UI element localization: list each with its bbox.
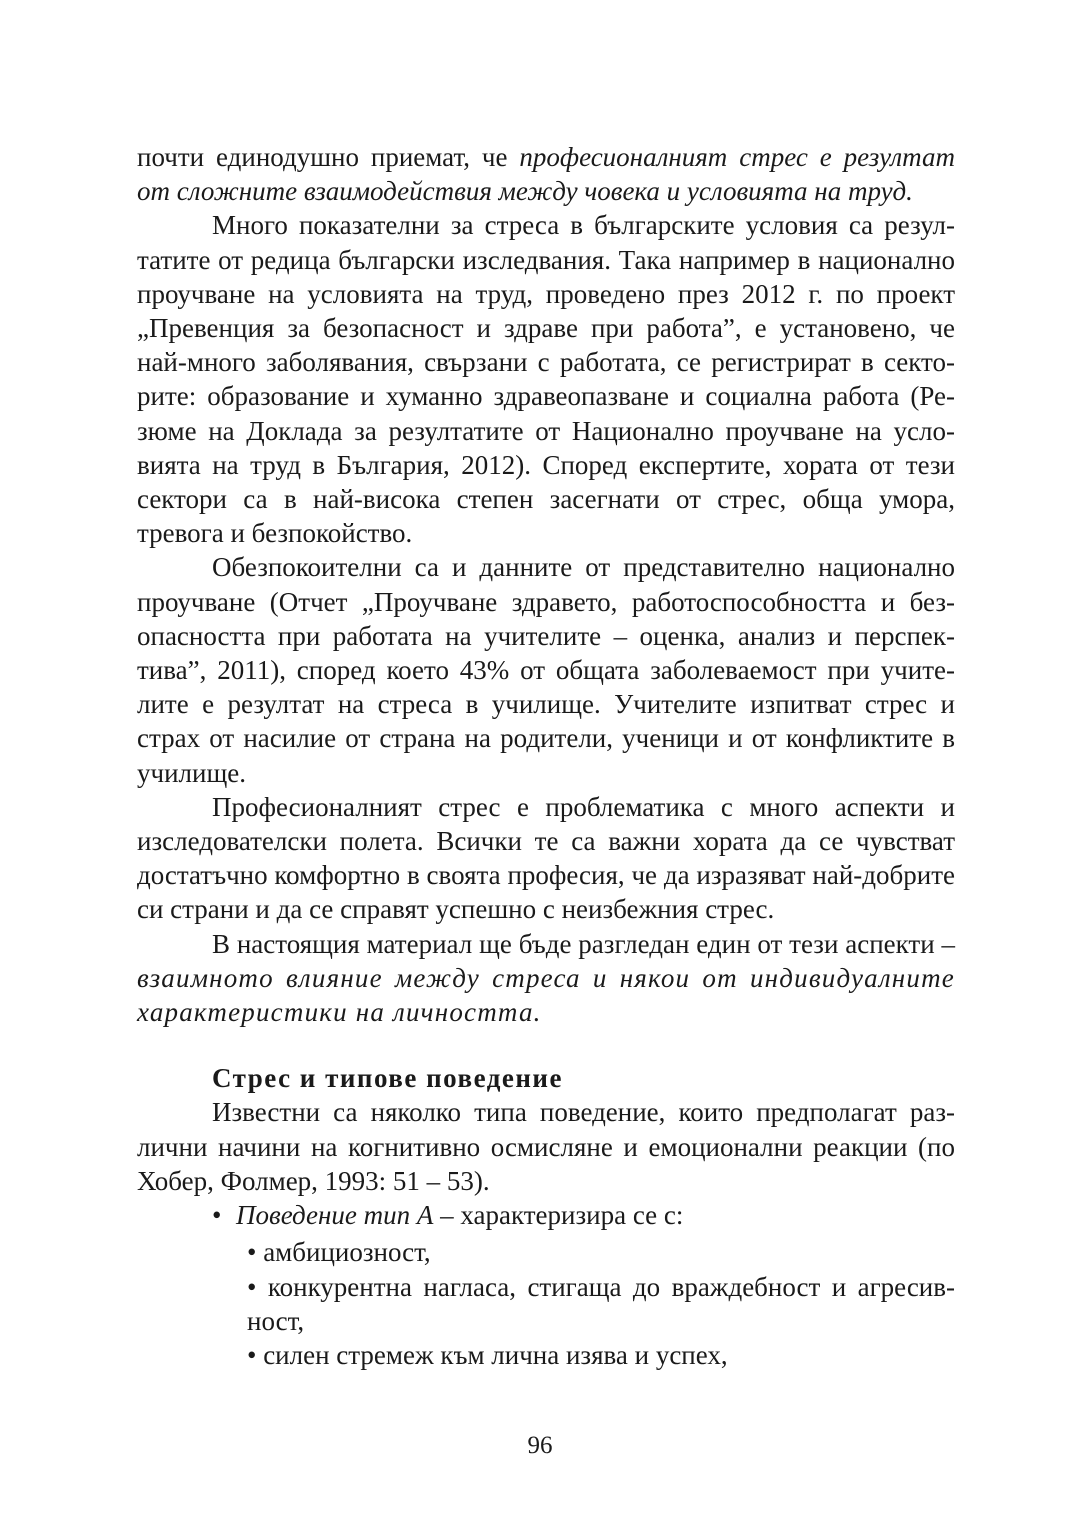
sublist-item-text: амбициозност,: [263, 1237, 431, 1268]
page-number: 96: [527, 1432, 553, 1459]
section-intro: Известни са няколко типа поведение, които предполагат различни начини на когнитивно осмисляне и емоционални реакции (по Хобер, Фолмер, 1993: 51 – 53).: [137, 1097, 955, 1196]
paragraph-intro: [137, 140, 955, 208]
sublist-item-text: конкурентна нагласа, стигаща до враждебност и агресивност,: [247, 1271, 956, 1336]
page-body: [137, 140, 955, 1372]
paragraph-present-text: В настоящия материал ще бъде разгледан един от тези аспекти –: [212, 928, 955, 959]
type-a-description: – характеризира се с:: [433, 1200, 684, 1231]
paragraph-teachers-survey: Обезпокоителни са и данните от представително национално проучване (Отчет „Проучване здравето, работоспособността и безопасността при работата на учителите – оценка, анализ и перспектива”, 2011), според което 43% от общата заболеваемост при учителите е резултат на стреса в училище. Учителите изпитват стрес и страх от насилие от страна на родители, ученици и от конфликтите в училище.: [137, 552, 955, 788]
section-heading: Стрес и типове поведение: [212, 1063, 563, 1094]
sublist: [247, 1235, 955, 1372]
sublist-item: [247, 1235, 955, 1269]
paragraph-intro-text: почти единодушно приемат, че: [137, 142, 520, 172]
bullet-icon: •: [247, 1271, 257, 1302]
paragraph-national-survey: Много показателни за стреса в българските условия са резултатите от редица български изследвания. Така например в национално проучване на условията на труд, проведено през 2012 г. по проект „Превенция за безопасност и здраве при работа”, е установено, че най-много заболявания, свързани с работата, се регистрират в секторите: образование и хуманно здравеопазване и социална работа (Резюме на Доклада за резултатите от Национално проучване на условията на труд в България, 2012). Според експертите, хората от тези сектори са в най-висока степен засегнати от стрес, обща умора, тревога и безпокойство.: [137, 210, 955, 549]
list-item-type-a: [137, 1198, 955, 1232]
sublist-item: [247, 1338, 955, 1372]
emphasis-aspect-text: взаимното влияние между стреса и някои от индивидуалните характеристики на личността.: [137, 962, 955, 1028]
emphasis-text: професионалният стрес е резултат от сложните взаимодействия между човека и условията на труд.: [137, 142, 955, 207]
bullet-icon: •: [247, 1237, 257, 1268]
paragraph-present-material: [137, 927, 955, 1030]
list-item-type-a-text: [212, 1198, 955, 1232]
bullet-icon: •: [212, 1200, 222, 1231]
sublist-item: [247, 1270, 955, 1338]
paragraph-professional-stress: Професионалният стрес е проблематика с много аспекти и изследователски полета. Всички те са важни хората да се чувстват достатъчно комфортно в своята професия, че да изразяват най-добрите си страни и да се справят успешно с неизбежния стрес.: [137, 791, 955, 925]
sublist-item-text: силен стремеж към лична изява и успех,: [263, 1339, 728, 1370]
type-a-label: Поведение тип А: [236, 1200, 434, 1231]
bullet-icon: •: [247, 1339, 257, 1370]
